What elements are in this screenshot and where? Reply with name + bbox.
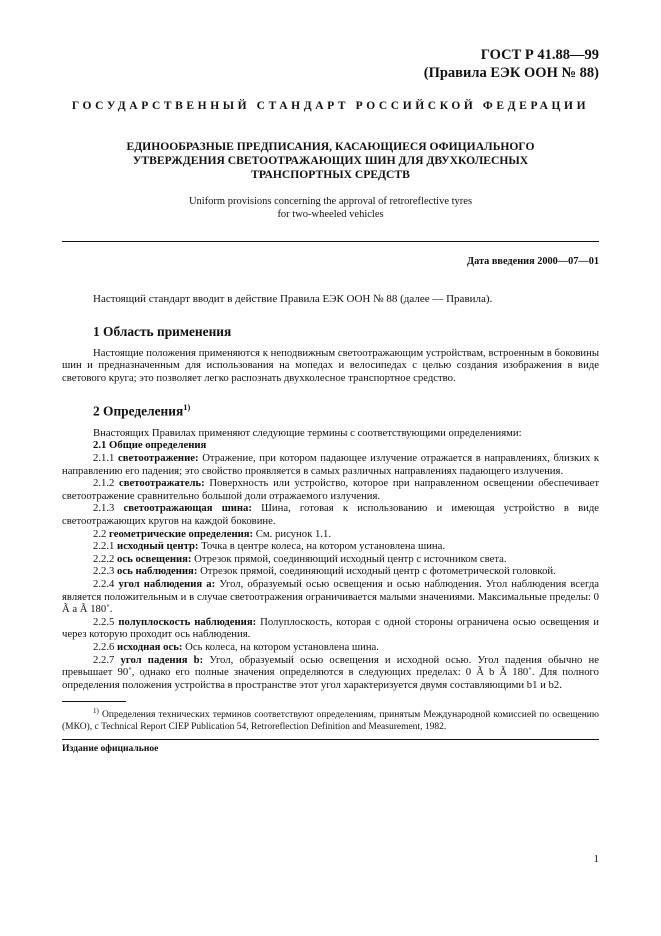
document-page	[62, 46, 599, 754]
definition-number: 2.2.2	[93, 552, 115, 565]
definition-term: ось наблюдения:	[117, 565, 198, 578]
definition-term: исходная ось:	[117, 640, 183, 653]
definition-term: геометрические определения:	[109, 527, 254, 540]
definition-text: Шина, готовая к использованию и имеющая устройство в виде светоотражающих кругов на каждой боковине.	[62, 502, 600, 527]
gost-code: ГОСТ Р 41.88—99	[480, 47, 599, 63]
definition-item	[62, 654, 599, 692]
definition-term: светоотражение:	[118, 452, 199, 465]
definition-text: Отражение, при котором падающее излучение отражается в направлениях, близких к направлению его падения; это свойство проявляется в самых различных направлениях падающего излучения.	[62, 452, 600, 477]
definition-number: 2.2.4	[93, 577, 115, 590]
document-title-en	[62, 195, 599, 221]
footnote-rule	[62, 701, 126, 702]
effective-date: Дата введения 2000—07—01	[467, 256, 599, 267]
definition-text: Точка в центре колеса, на котором установлена шина.	[201, 540, 446, 553]
definition-term: угол падения b:	[120, 653, 204, 666]
definition-text: Отрезок прямой, соединяющий исходный центр с фотометрической головкой.	[200, 565, 556, 578]
edition-rule	[62, 739, 599, 740]
definition-term: полуплоскость наблюдения:	[118, 615, 257, 628]
section-2-intro: Внастоящих Правилах применяют следующие термины с соответствующими определениями:	[93, 426, 522, 439]
section-1-text: Настоящие положения применяются к неподвижным светоотражающим устройствам, встроенным в боковины шин и предназначенным для использования на мопедах и велосипедах с целью создания изображения в виде светового круга; это позволяет легко распознать двухколесное транспортное средство.	[62, 346, 599, 384]
section-2-heading: 2 Определения$^{1)}$	[93, 402, 191, 419]
footnote	[62, 706, 599, 733]
definition-number: 2.2.1	[93, 540, 115, 553]
definition-item	[62, 477, 599, 502]
definition-number: 2.2.5	[93, 615, 115, 628]
definition-item	[62, 553, 599, 566]
definition-item	[62, 578, 599, 616]
definition-term: исходный центр:	[117, 540, 199, 553]
definition-number: 2.1.3	[93, 502, 115, 515]
definition-number: 2.2.6	[93, 640, 115, 653]
title-en-line-1: Uniform provisions concerning the approval of retroreflective tyres	[188, 196, 473, 207]
footnote-mark: 1)	[93, 707, 99, 716]
definition-text: Угол, образуемый осью освещения и осью наблюдения. Угол наблюдения всегда является положительным и в случае светоотражения ограничивается малыми значениями. Максимальные пределы: 0 Ã a Ã 180˚.	[62, 577, 599, 616]
title-divider	[62, 241, 599, 242]
definition-term: ось освещения:	[117, 552, 192, 565]
definition-number: 2.2.3	[93, 565, 115, 578]
definition-number: 2.1.2	[93, 477, 115, 490]
intro-paragraph: Настоящий стандарт вводит в действие Правила ЕЭК ООН № 88 (далее — Правила).	[93, 293, 493, 305]
footnote-ref: 1)	[183, 402, 191, 413]
definition-text: Поверхность или устройство, которое при направленном освещении обеспечивает светоотражение сравнительно большой доли отражаемого излучения.	[62, 477, 600, 502]
definition-number: 2.2.7	[93, 653, 115, 666]
ece-rules-ref: (Правила ЕЭК ООН № 88)	[423, 65, 599, 81]
footnote-text: Определения технических терминов соответствуют определениям, принятым Международной комиссией по освещению (МКО), с Technical Report CIEP Publication 54, Retroreflection Definition and Measurement, 1982.	[62, 710, 599, 732]
edition-label: Издание официальное	[62, 743, 159, 755]
definition-term: светоотражатель:	[119, 477, 205, 490]
definition-number: 2.2	[93, 527, 107, 540]
section-1-heading: 1 Область применения	[93, 323, 232, 339]
definition-item	[62, 565, 599, 578]
definition-text: См. рисунок 1.1.	[255, 527, 331, 540]
definition-item	[62, 616, 599, 641]
definition-text: Угол, образуемый осью освещения и исходной осью. Угол падения обычно не превышает 90˚, однако его полные значения определяются в следующих пределах: 0 Ã b Ã 180˚. Для полного определения положения устройства в пространстве этот угол характеризуется двумя составляющими b1 и b2.	[62, 653, 599, 691]
definition-term: угол наблюдения a:	[118, 577, 216, 590]
title-en-line-2: for two-wheeled vehicles	[277, 209, 384, 220]
document-title-ru: ЕДИНООБРАЗНЫЕ ПРЕДПИСАНИЯ, КАСАЮЩИЕСЯ ОФИЦИАЛЬНОГО УТВЕРЖДЕНИЯ СВЕТООТРАЖАЮЩИХ ШИН ДЛЯ ДВУХКОЛЕСНЫХ ТРАНСПОРТНЫХ СРЕДСТВ	[126, 140, 535, 181]
definition-term: светоотражающая шина:	[123, 502, 252, 515]
definition-item	[62, 641, 599, 654]
definition-item	[62, 528, 599, 541]
definition-number: 2.1.1	[93, 452, 115, 465]
definition-item	[62, 540, 599, 553]
definition-text: Ось колеса, на котором установлена шина.	[185, 640, 379, 653]
standard-title: ГОСУДАРСТВЕННЫЙ СТАНДАРТ РОССИЙСКОЙ ФЕДЕРАЦИИ	[71, 100, 590, 112]
section-2-1-heading: 2.1 Общие определения	[93, 439, 207, 452]
document-header	[62, 46, 599, 82]
definition-item	[62, 502, 599, 527]
definition-item	[62, 452, 599, 477]
page-number: 1	[593, 853, 599, 865]
definition-text: Отрезок прямой, соединяющий исходный центр с источником света.	[194, 552, 507, 565]
definitions-list	[62, 452, 599, 691]
definition-text: Полуплоскость, которая с одной стороны ограничена осью освещения и через которую проходит ось наблюдения.	[62, 615, 600, 641]
